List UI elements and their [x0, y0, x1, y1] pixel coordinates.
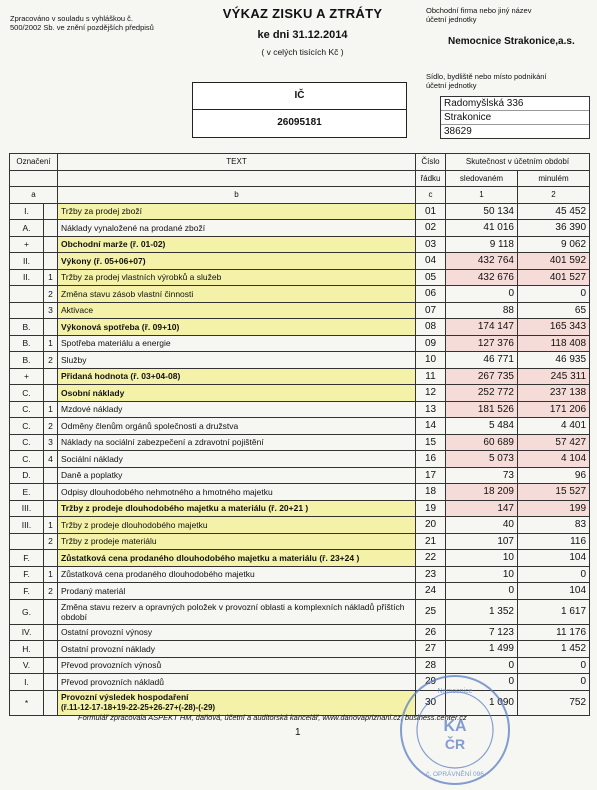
- row-number: 26: [416, 624, 446, 641]
- row-previous: 4 401: [518, 418, 590, 435]
- row-sub: [44, 236, 58, 253]
- row-sub: 2: [44, 286, 58, 303]
- row-number: 15: [416, 434, 446, 451]
- row-number: 09: [416, 335, 446, 352]
- row-previous: 199: [518, 500, 590, 517]
- table-row: [10, 220, 590, 237]
- row-sub: [44, 500, 58, 517]
- table-row: [10, 335, 590, 352]
- row-number: 14: [416, 418, 446, 435]
- row-number: 30: [416, 690, 446, 715]
- row-text-label: Náklady na sociální zabezpečení a zdravotní pojištění: [61, 437, 264, 448]
- subheader-a: [10, 170, 58, 187]
- row-current: 127 376: [446, 335, 518, 352]
- row-current: 147: [446, 500, 518, 517]
- row-number: 29: [416, 674, 446, 691]
- row-text: [58, 550, 416, 567]
- row-text-label: Odpisy dlouhodobého nehmotného a hmotného majetku: [61, 486, 273, 497]
- row-text: [58, 566, 416, 583]
- row-current: 432 676: [446, 269, 518, 286]
- index-1: 1: [446, 187, 518, 204]
- subheader-minulem: minulém: [518, 170, 590, 187]
- row-number: 24: [416, 583, 446, 600]
- row-text: [58, 451, 416, 468]
- table-row: [10, 657, 590, 674]
- seat-city: Strakonice: [441, 111, 589, 125]
- row-mark: +: [10, 236, 44, 253]
- row-text: [58, 484, 416, 501]
- row-text-label: Aktivace: [61, 305, 94, 316]
- row-sub: [44, 690, 58, 715]
- seat-address-box: [440, 96, 590, 139]
- row-mark: I.: [10, 203, 44, 220]
- row-mark: B.: [10, 335, 44, 352]
- firm-label-line-1: Obchodní firma nebo jiný název: [426, 6, 532, 15]
- row-mark: G.: [10, 599, 44, 624]
- row-current: 73: [446, 467, 518, 484]
- row-current: 41 016: [446, 220, 518, 237]
- row-sub: 1: [44, 566, 58, 583]
- row-number: 12: [416, 385, 446, 402]
- row-current: 181 526: [446, 401, 518, 418]
- row-text-label: Odměny členům orgánů společnosti a družstva: [61, 420, 239, 431]
- stamp-line-3: ČR: [444, 736, 466, 752]
- row-text-label: Ostatní provozní náklady: [61, 643, 156, 654]
- table-row: [10, 368, 590, 385]
- row-mark: IV.: [10, 624, 44, 641]
- row-previous: 118 408: [518, 335, 590, 352]
- row-mark: II.: [10, 253, 44, 270]
- firm-name: Nemocnice Strakonice,a.s.: [448, 36, 575, 47]
- row-mark: [10, 302, 44, 319]
- table-row: [10, 203, 590, 220]
- table-row: [10, 401, 590, 418]
- ic-label: IČ: [193, 83, 406, 110]
- header-row: [10, 154, 590, 171]
- row-previous: 104: [518, 583, 590, 600]
- subheader-b-empty: [58, 170, 416, 187]
- row-text-label: Provozní výsledek hospodaření: [61, 692, 189, 702]
- row-number: 11: [416, 368, 446, 385]
- row-number: 17: [416, 467, 446, 484]
- table-row: [10, 236, 590, 253]
- index-a: a: [10, 187, 58, 204]
- row-previous: 237 138: [518, 385, 590, 402]
- compliance-line-1: Zpracováno v souladu s vyhláškou č.: [10, 14, 133, 23]
- row-previous: 104: [518, 550, 590, 567]
- row-sub: [44, 220, 58, 237]
- row-previous: 171 206: [518, 401, 590, 418]
- row-text-label: Tržby z prodeje dlouhodobého majetku a materiálu (ř. 20+21 ): [61, 503, 309, 514]
- table-row: [10, 467, 590, 484]
- row-sub: [44, 203, 58, 220]
- row-previous: 1 617: [518, 599, 590, 624]
- row-sub: 4: [44, 451, 58, 468]
- row-text: [58, 368, 416, 385]
- table-row: [10, 286, 590, 303]
- report-date: ke dni 31.12.2014: [257, 29, 348, 41]
- title-block: [195, 6, 410, 57]
- row-text-label: Tržby z prodeje dlouhodobého majetku: [61, 519, 208, 530]
- table-row: [10, 434, 590, 451]
- row-previous: 116: [518, 533, 590, 550]
- row-text: [58, 385, 416, 402]
- row-text-label: Převod provozních výnosů: [61, 660, 162, 671]
- table-row: [10, 517, 590, 534]
- header-skutecnost: Skutečnost v účetním období: [446, 154, 590, 171]
- row-text: [58, 269, 416, 286]
- row-current: 1 499: [446, 641, 518, 658]
- row-current: 88: [446, 302, 518, 319]
- row-number: 02: [416, 220, 446, 237]
- row-mark: +: [10, 368, 44, 385]
- row-text-label: Změna stavu zásob vlastní činnosti: [61, 288, 194, 299]
- row-number: 27: [416, 641, 446, 658]
- stamp-line-4: č. OPRÁVNĚNÍ 096: [426, 771, 484, 778]
- row-text-label: Přidaná hodnota (ř. 03+04-08): [61, 371, 181, 382]
- row-previous: 0: [518, 286, 590, 303]
- row-current: 107: [446, 533, 518, 550]
- firm-label-line-2: účetní jednotky: [426, 15, 477, 24]
- row-previous: 46 935: [518, 352, 590, 369]
- row-number: 28: [416, 657, 446, 674]
- table-row: [10, 484, 590, 501]
- row-text: [58, 500, 416, 517]
- row-sub: [44, 368, 58, 385]
- row-text: [58, 253, 416, 270]
- subheader-sledovanem: sledovaném: [446, 170, 518, 187]
- row-number: 13: [416, 401, 446, 418]
- row-text-label: Služby: [61, 354, 87, 365]
- row-previous: 36 390: [518, 220, 590, 237]
- row-mark: III.: [10, 517, 44, 534]
- row-mark: C.: [10, 401, 44, 418]
- index-row: [10, 187, 590, 204]
- row-text: [58, 533, 416, 550]
- index-2: 2: [518, 187, 590, 204]
- row-current: 267 735: [446, 368, 518, 385]
- row-sub: [44, 550, 58, 567]
- row-previous: 96: [518, 467, 590, 484]
- row-text: [58, 302, 416, 319]
- row-previous: 0: [518, 657, 590, 674]
- row-current: 40: [446, 517, 518, 534]
- row-mark: C.: [10, 451, 44, 468]
- row-text: [58, 690, 416, 715]
- table-row: [10, 599, 590, 624]
- row-number: 19: [416, 500, 446, 517]
- row-mark: C.: [10, 418, 44, 435]
- table-row: [10, 319, 590, 336]
- row-text-label: Výkonová spotřeba (ř. 09+10): [61, 321, 180, 332]
- row-previous: 83: [518, 517, 590, 534]
- row-sub: [44, 674, 58, 691]
- header-cislo: [416, 154, 446, 171]
- row-previous: 1 452: [518, 641, 590, 658]
- table-row: [10, 624, 590, 641]
- row-sub: [44, 253, 58, 270]
- row-text: [58, 434, 416, 451]
- row-text-label: Zůstatková cena prodaného dlouhodobého majetku a materiálu (ř. 23+24 ): [61, 552, 360, 563]
- row-mark: H.: [10, 641, 44, 658]
- row-number: 03: [416, 236, 446, 253]
- seat-street: Radomyšlská 336: [441, 97, 589, 111]
- row-previous: 165 343: [518, 319, 590, 336]
- row-sub: 1: [44, 335, 58, 352]
- row-text: [58, 352, 416, 369]
- row-mark: E.: [10, 484, 44, 501]
- row-sub: [44, 319, 58, 336]
- seat-label-line-1: Sídlo, bydliště nebo místo podnikání: [426, 72, 547, 81]
- row-text-formula: (ř.11-12-17-18+19-22-25+26-27+(-28)-(-29): [61, 703, 216, 712]
- row-mark: F.: [10, 583, 44, 600]
- row-mark: I.: [10, 674, 44, 691]
- row-text: [58, 203, 416, 220]
- row-text-label: Daně a poplatky: [61, 470, 123, 481]
- row-current: 432 764: [446, 253, 518, 270]
- row-sub: 2: [44, 533, 58, 550]
- row-text: [58, 335, 416, 352]
- row-mark: F.: [10, 566, 44, 583]
- row-text: [58, 657, 416, 674]
- row-text: [58, 220, 416, 237]
- row-text-label: Převod provozních nákladů: [61, 676, 165, 687]
- row-text-label: Spotřeba materiálu a energie: [61, 338, 171, 349]
- row-text-label: Zůstatková cena prodaného dlouhodobého majetku: [61, 569, 255, 580]
- row-mark: V.: [10, 657, 44, 674]
- row-sub: 1: [44, 269, 58, 286]
- row-current: 5 073: [446, 451, 518, 468]
- row-previous: 9 062: [518, 236, 590, 253]
- row-current: 0: [446, 583, 518, 600]
- row-text: [58, 583, 416, 600]
- row-text-label: Obchodní marže (ř. 01-02): [61, 239, 166, 250]
- table-row: [10, 451, 590, 468]
- row-previous: 401 592: [518, 253, 590, 270]
- table-row: [10, 418, 590, 435]
- row-previous: 0: [518, 566, 590, 583]
- row-mark: II.: [10, 269, 44, 286]
- row-current: 1 090: [446, 690, 518, 715]
- row-number: 16: [416, 451, 446, 468]
- row-current: 9 118: [446, 236, 518, 253]
- row-sub: 3: [44, 434, 58, 451]
- table-row: [10, 352, 590, 369]
- row-previous: 4 104: [518, 451, 590, 468]
- row-current: 7 123: [446, 624, 518, 641]
- row-sub: [44, 385, 58, 402]
- row-number: 22: [416, 550, 446, 567]
- index-c: c: [416, 187, 446, 204]
- row-number: 08: [416, 319, 446, 336]
- row-mark: C.: [10, 385, 44, 402]
- row-current: 46 771: [446, 352, 518, 369]
- row-text-label: Tržby za prodej zboží: [61, 206, 142, 217]
- row-current: 0: [446, 674, 518, 691]
- row-number: 25: [416, 599, 446, 624]
- row-previous: 0: [518, 674, 590, 691]
- row-number: 07: [416, 302, 446, 319]
- ic-box: [192, 82, 407, 138]
- stamp-line-2: KA: [443, 718, 467, 735]
- row-number: 04: [416, 253, 446, 270]
- row-current: 174 147: [446, 319, 518, 336]
- row-previous: 401 527: [518, 269, 590, 286]
- stamp-line-1: Nemocnice: [437, 688, 473, 695]
- row-previous: 11 176: [518, 624, 590, 641]
- form-footer: Formulář zpracovala ASPEKT HM, daňová, účetní a auditorská kancelář, www.danovapriznani.cz, business.center.cz: [78, 713, 467, 722]
- row-mark: F.: [10, 550, 44, 567]
- row-number: 23: [416, 566, 446, 583]
- row-mark: C.: [10, 434, 44, 451]
- row-text: [58, 641, 416, 658]
- row-mark: B.: [10, 319, 44, 336]
- seat-postcode: 38629: [444, 126, 472, 137]
- row-text: [58, 624, 416, 641]
- row-text-label: Tržby z prodeje materiálu: [61, 536, 157, 547]
- row-number: 10: [416, 352, 446, 369]
- row-text-label: Tržby za prodej vlastních výrobků a služeb: [61, 272, 222, 283]
- table-row: [10, 385, 590, 402]
- row-previous: 57 427: [518, 434, 590, 451]
- row-number: 18: [416, 484, 446, 501]
- units-note: ( v celých tisících Kč ): [261, 47, 344, 57]
- page-title: VÝKAZ ZISKU A ZTRÁTY: [222, 6, 383, 21]
- firm-label: [426, 6, 591, 24]
- row-text-label: Prodaný materiál: [61, 585, 126, 596]
- subheader-radku: řádku: [416, 170, 446, 187]
- row-text: [58, 401, 416, 418]
- row-current: 10: [446, 566, 518, 583]
- table-row: [10, 500, 590, 517]
- row-number: 06: [416, 286, 446, 303]
- row-text-label: Ostatní provozní výnosy: [61, 627, 153, 638]
- row-previous: 752: [518, 690, 590, 715]
- seat-label: [426, 72, 591, 90]
- profit-loss-table: [9, 153, 590, 716]
- row-text: [58, 674, 416, 691]
- row-current: 50 134: [446, 203, 518, 220]
- row-number: 21: [416, 533, 446, 550]
- table-row: [10, 533, 590, 550]
- table-row: [10, 302, 590, 319]
- row-sub: 1: [44, 401, 58, 418]
- row-mark: D.: [10, 467, 44, 484]
- header-oznaceni: Označení: [10, 154, 58, 171]
- row-mark: III.: [10, 500, 44, 517]
- row-current: 252 772: [446, 385, 518, 402]
- row-current: 10: [446, 550, 518, 567]
- row-mark: *: [10, 690, 44, 715]
- row-text: [58, 517, 416, 534]
- row-text-label: Mzdové náklady: [61, 404, 123, 415]
- row-sub: 3: [44, 302, 58, 319]
- row-text: [58, 286, 416, 303]
- row-previous: 15 527: [518, 484, 590, 501]
- row-text: [58, 236, 416, 253]
- table-row: [10, 253, 590, 270]
- row-previous: 65: [518, 302, 590, 319]
- row-text: [58, 467, 416, 484]
- row-current: 60 689: [446, 434, 518, 451]
- official-stamp: [398, 673, 512, 787]
- row-sub: 2: [44, 583, 58, 600]
- row-sub: 2: [44, 352, 58, 369]
- row-sub: 2: [44, 418, 58, 435]
- row-previous: 45 452: [518, 203, 590, 220]
- row-sub: [44, 484, 58, 501]
- row-number: 05: [416, 269, 446, 286]
- index-b: b: [58, 187, 416, 204]
- table-row: [10, 641, 590, 658]
- row-text: [58, 599, 416, 624]
- table-row: [10, 566, 590, 583]
- compliance-note: [10, 14, 190, 32]
- row-text: [58, 418, 416, 435]
- row-text-label: Osobní náklady: [61, 387, 125, 398]
- row-sub: [44, 624, 58, 641]
- row-current: 18 209: [446, 484, 518, 501]
- row-text: [58, 319, 416, 336]
- header-cislo-line-1: Číslo: [421, 157, 440, 167]
- row-text-label: Náklady vynaložené na prodané zboží: [61, 222, 206, 233]
- table-row: [10, 550, 590, 567]
- row-text-label: Změna stavu rezerv a opravných položek v provozní oblasti a komplexních nákladů příštích období: [61, 601, 405, 622]
- seat-label-line-2: účetní jednotky: [426, 81, 477, 90]
- row-current: 5 484: [446, 418, 518, 435]
- ic-value: 26095181: [277, 117, 322, 128]
- row-current: 0: [446, 286, 518, 303]
- table-row: [10, 269, 590, 286]
- row-mark: B.: [10, 352, 44, 369]
- row-mark: A.: [10, 220, 44, 237]
- table-row: [10, 583, 590, 600]
- row-current: 0: [446, 657, 518, 674]
- row-sub: 1: [44, 517, 58, 534]
- row-current: 1 352: [446, 599, 518, 624]
- row-mark: [10, 286, 44, 303]
- row-previous: 245 311: [518, 368, 590, 385]
- row-text-label: Sociální náklady: [61, 453, 123, 464]
- row-number: 20: [416, 517, 446, 534]
- page-number: 1: [295, 727, 301, 738]
- header-text: TEXT: [58, 154, 416, 171]
- row-number: 01: [416, 203, 446, 220]
- row-text-label: Výkony (ř. 05+06+07): [61, 255, 146, 266]
- row-sub: [44, 467, 58, 484]
- subheader-row: [10, 170, 590, 187]
- compliance-line-2: 500/2002 Sb. ve znění pozdějších předpisů: [10, 23, 154, 32]
- row-sub: [44, 641, 58, 658]
- row-sub: [44, 657, 58, 674]
- row-mark: [10, 533, 44, 550]
- row-sub: [44, 599, 58, 624]
